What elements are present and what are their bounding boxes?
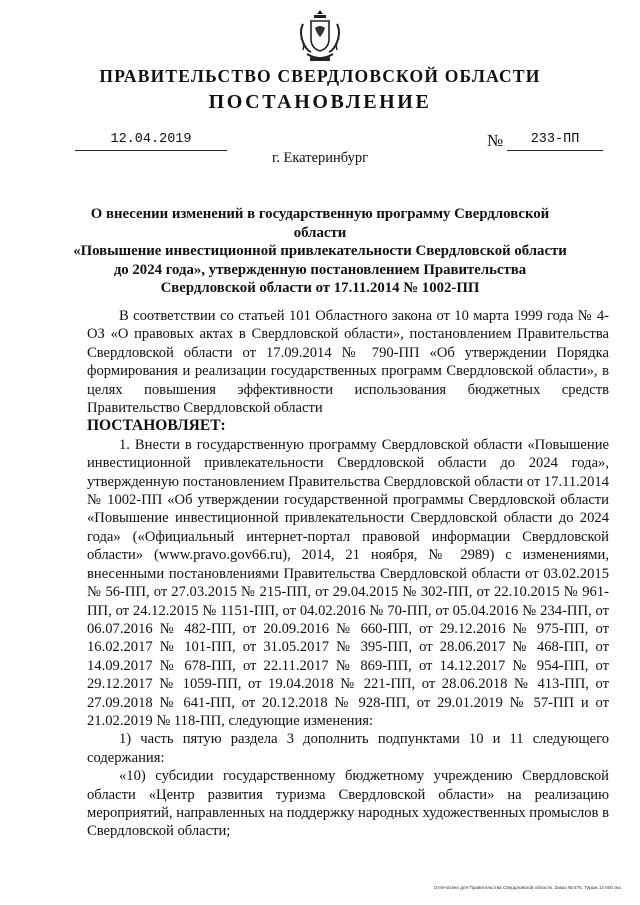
government-name: ПРАВИТЕЛЬСТВО СВЕРДЛОВСКОЙ ОБЛАСТИ: [99, 66, 541, 86]
subitem-1-paragraph: 1) часть пятую раздела 3 дополнить подпунктами 10 и 11 следующего содержания:: [87, 731, 609, 766]
document-type: ПОСТАНОВЛЕНИЕ: [208, 91, 432, 113]
decree-number: 233-ПП: [507, 132, 603, 151]
intro-paragraph: В соответствии со статьей 101 Областного закона от 10 марта 1999 года № 4-ОЗ «О правовых актах в Свердловской области», постановлением Правительства Свердловской области от 17.09.2014 № 790-ПП «Об утверждении Порядка формирования и реализации государственных программ Свердловской области», в целях повышения эффективности использования бюджетных средств Правительство Свердловской области: [87, 308, 609, 417]
decree-title: [70, 205, 570, 298]
decree-date: 12.04.2019: [75, 132, 227, 151]
print-footer: Отпечатано для Правительства Свердловской области. Заказ № 575. Тираж 14 000 экз.: [433, 885, 622, 890]
item-1-paragraph: 1. Внести в государственную программу Свердловской области «Повышение инвестиционной привлекательности Свердловской области до 2024 года», утвержденную постановлением Правительства Свердловской области от 17.11.2014 № 1002-ПП «Об утверждении государственной программы Свердловской области «Повышение инвестиционной привлекательности Свердловской области до 2024 года» («Официальный интернет-портал правовой информации Свердловской области» (www.pravo.gov66.ru), 2014, 21 ноября, № 2989) с изменениями, внесенными постановлениями Правительства Свердловской области от 03.02.2015 № 56-ПП, от 27.03.2015 № 215-ПП, от 29.04.2015 № 302-ПП, от 22.10.2015 № 961-ПП, от 24.12.2015 № 1151-ПП, от 04.02.2016 № 70-ПП, от 05.04.2016 № 234-ПП, от 06.07.2016 № 482-ПП, от 20.09.2016 № 660-ПП, от 29.12.2016 № 975-ПП, от 16.02.2017 № 101-ПП, от 31.05.2017 № 395-ПП, от 28.06.2017 № 468-ПП, от 14.09.2017 № 678-ПП, от 22.11.2017 № 869-ПП, от 14.12.2017 № 954-ПП, от 29.12.2017 № 1059-ПП, от 19.04.2018 № 221-ПП, от 28.06.2018 № 413-ПП, от 27.09.2018 № 641-ПП, от 20.12.2018 № 928-ПП, от 29.01.2019 № 57-ПП и от 21.02.2019 № 118-ПП, следующие изменения:: [87, 436, 609, 729]
coat-of-arms-icon: [297, 8, 343, 64]
number-sign: №: [487, 131, 504, 150]
quote-10-paragraph: «10) субсидии государственному бюджетному учреждению Свердловской области «Центр развития туризма Свердловской области» на реализацию мероприятий, направленных на поддержку народных художественных промыслов в Свердловской области;: [87, 768, 609, 840]
title-line: до 2024 года», утвержденную постановлением Правительства: [113, 261, 527, 278]
resolves-heading: ПОСТАНОВЛЯЕТ:: [87, 417, 226, 435]
title-line: Свердловской области от 17.11.2014 № 1002-ПП: [160, 280, 480, 297]
title-line: «Повышение инвестиционной привлекательности Свердловской области: [73, 243, 567, 260]
city: г. Екатеринбург: [271, 150, 369, 166]
decree-body: [87, 307, 609, 841]
title-line: О внесении изменений в государственную программу Свердловской области: [90, 206, 550, 241]
